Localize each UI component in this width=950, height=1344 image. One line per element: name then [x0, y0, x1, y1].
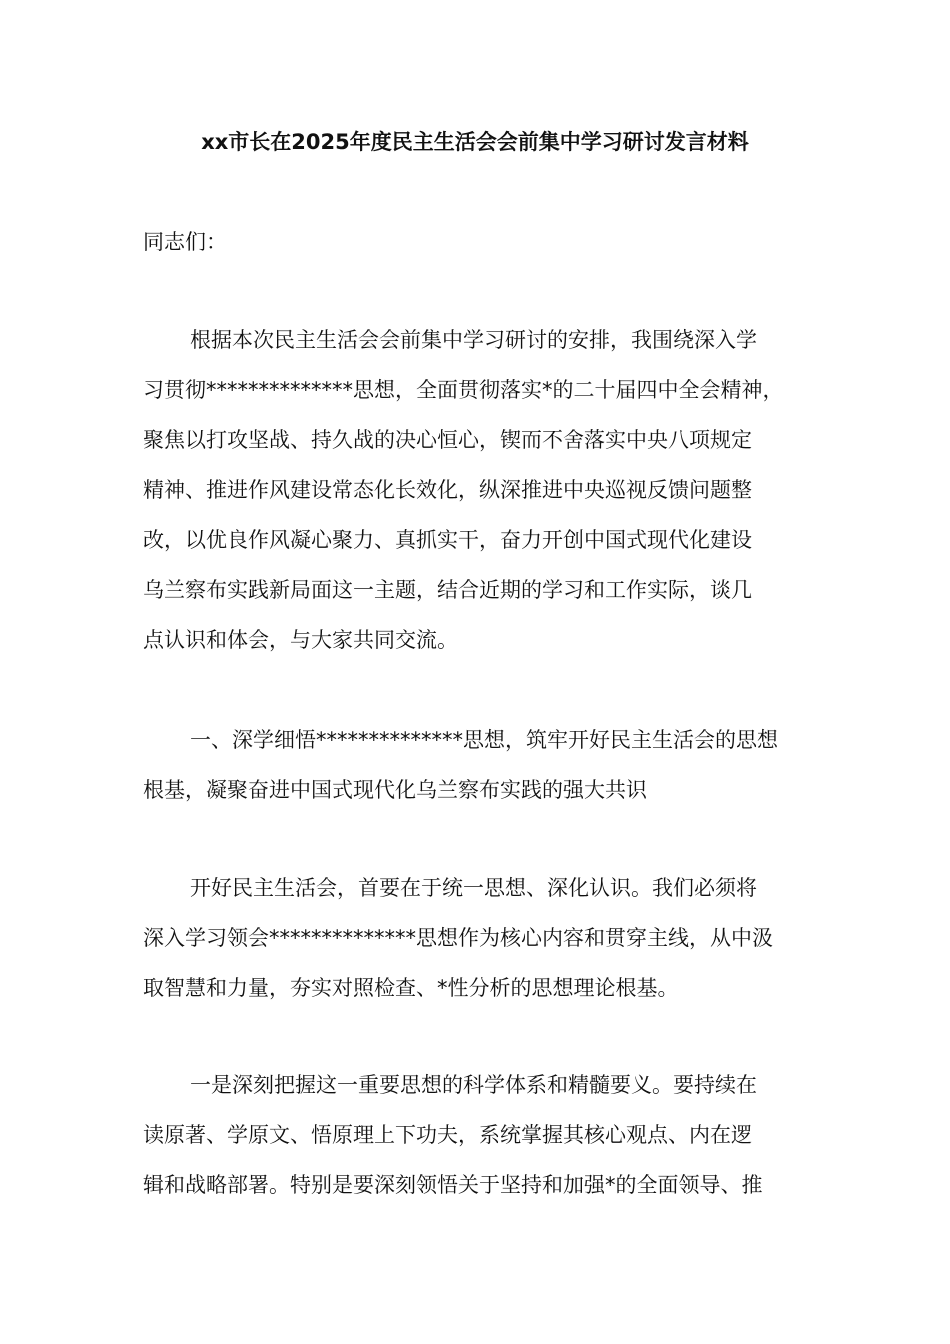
paragraph-point-one — [143, 1060, 813, 1210]
paragraph-line: 聚焦以打攻坚战、持久战的决心恒心，锲而不舍落实中央八项规定 — [143, 428, 752, 452]
paragraph-line: 根据本次民主生活会会前集中学习研讨的安排，我围绕深入学 — [190, 328, 757, 352]
paragraph-line: 习贯彻**************思想，全面贯彻落实*的二十届四中全会精神， — [143, 378, 784, 402]
document-title: xx市长在2025年度民主生活会会前集中学习研讨发言材料 — [201, 130, 749, 154]
paragraph-line: 一是深刻把握这一重要思想的科学体系和精髓要义。要持续在 — [190, 1073, 757, 1097]
paragraph-line: 精神、推进作风建设常态化长效化，纵深推进中央巡视反馈问题整 — [143, 478, 752, 502]
paragraph-line: 取智慧和力量，夯实对照检查、*性分析的思想理论根基。 — [143, 976, 679, 1000]
paragraph-line: 乌兰察布实践新局面这一主题，结合近期的学习和工作实际，谈几 — [143, 578, 752, 602]
section-heading-one — [143, 715, 813, 815]
paragraph-line: 深入学习领会**************思想作为核心内容和贯穿主线，从中汲 — [143, 926, 773, 950]
paragraph-line: 点认识和体会，与大家共同交流。 — [143, 628, 458, 652]
paragraph-line: 辑和战略部署。特别是要深刻领悟关于坚持和加强*的全面领导、推 — [143, 1173, 763, 1197]
salutation: 同志们： — [143, 230, 227, 254]
paragraph-intro — [143, 315, 813, 665]
paragraph-section-one-intro — [143, 863, 813, 1013]
paragraph-line: 改，以优良作风凝心聚力、真抓实干，奋力开创中国式现代化建设 — [143, 528, 752, 552]
heading-line: 根基，凝聚奋进中国式现代化乌兰察布实践的强大共识 — [143, 778, 647, 802]
heading-line: 一、深学细悟**************思想，筑牢开好民主生活会的思想 — [190, 728, 778, 752]
paragraph-line: 开好民主生活会，首要在于统一思想、深化认识。我们必须将 — [190, 876, 757, 900]
paragraph-line: 读原著、学原文、悟原理上下功夫，系统掌握其核心观点、内在逻 — [143, 1123, 752, 1147]
